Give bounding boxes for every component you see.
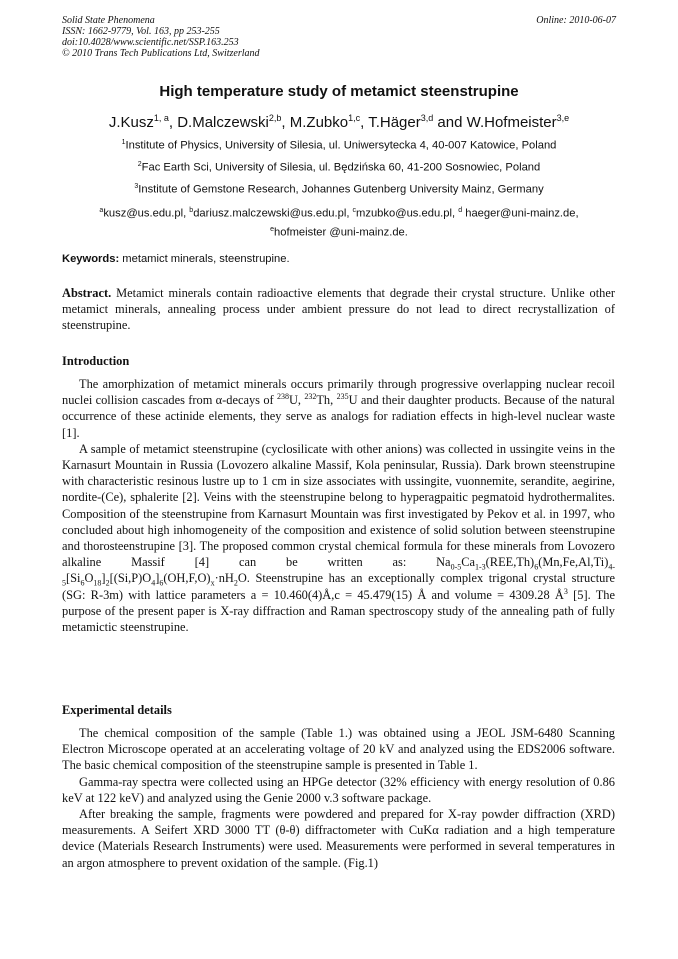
keywords-text: metamict minerals, steenstrupine. [119,253,290,265]
author-affil-mark: 1, a [153,113,169,123]
journal-header [62,15,260,59]
author-affil-mark: 3,e [556,113,570,123]
author-affil-mark: 2,b [268,113,282,123]
author-emails: $^a$kusz@us.edu.pl, $^b$dariusz.malczewski@us.edu.pl, $^c$mzubko@us.edu.pl, $^d$ haeger@uni-mainz.de, $^e$hofmeister @uni-mainz.de. [99,207,579,239]
introduction-body [62,376,615,635]
affiliation-1: $^1$Institute of Physics, University of Silesia, ul. Uniwersytecka 4, 40-007 Katowice, Poland [121,139,557,152]
journal-doi[interactable]: doi:10.4028/www.scientific.net/SSP.163.253 [62,37,239,48]
exp-paragraph-1: The chemical composition of the sample (Table 1.) was obtained using a JEOL JSM-6480 Scanning Electron Microscope operated at an accelerating voltage of 20 kV and analyzed using the EDS2006 software. The basic chemical composition of the steenstrupine sample is presented in Table 1. [62,726,615,773]
author-list: J.Kusz$^{1, a}$, D.Malczewski$^{2,b}$, M.Zubko$^{1,c}$, T.Häger$^{3,d}$ and W.Hofmeister$^{3,e}$ [108,113,570,131]
abstract-text: Metamict minerals contain radioactive elements that degrade their crystal structure. Unlike other metamict minerals, annealing process under ambient pressure do not lead to direct recrystallization of steenstrupine. [62,286,615,333]
keywords [62,253,290,265]
author-affil-mark: 3,d [420,113,434,123]
paper-title: High temperature study of metamict steenstrupine [159,83,519,100]
author-name: J.Kusz [108,114,154,131]
exp-paragraph-2: Gamma-ray spectra were collected using an HPGe detector (32% efficiency with energy resolution of 0.86 keV at 122 keV) and analyzed using the Genie 2000 v.3 software package. [62,774,615,805]
journal-issn: ISSN: 1662-9779, Vol. 163, pp 253-255 [62,26,220,37]
journal-name: Solid State Phenomena [62,15,155,26]
online-date: Online: 2010-06-07 [536,15,616,26]
author-name: D.Malczewski [177,114,269,131]
experimental-body [62,725,615,871]
email-link[interactable]: mzubko@us.edu.pl, [356,207,459,220]
email-link[interactable]: hofmeister @uni-mainz.de. [274,226,408,239]
author-name: M.Zubko [289,114,349,131]
journal-copyright: © 2010 Trans Tech Publications Ltd, Switzerland [62,48,260,59]
author-name: T.Häger [368,114,421,131]
affiliation-3: $^3$Institute of Gemstone Research, Johannes Gutenberg University Mainz, Germany [134,183,544,196]
abstract-label: Abstract. [62,286,112,300]
section-heading-experimental: Experimental details [62,703,172,717]
abstract [62,285,615,334]
exp-paragraph-3: After breaking the sample, fragments were powdered and prepared for X-ray powder diffraction (XRD) measurements. A Seifert XRD 3000 TT (θ-θ) diffractometer with CuKα radiation and a high temperature device (Materials Research Instruments) were used. Measurements were performed in several temperatures in an argon atmosphere to prevent oxidation of the sample. (Fig.1) [62,807,615,870]
email-link[interactable]: haeger@uni-mainz.de, [462,207,579,220]
section-heading-introduction: Introduction [62,354,130,368]
author-affil-mark: 1,c [348,113,361,123]
intro-paragraph-1: The amorphization of metamict minerals occurs primarily through progressive overlapping nuclear recoil nuclei collision cascades from α-decays of $^{238}$U, $^{232}$Th, $^{235}$U and their daughter products. Because of the natural occurrence of these actinide elements, they serve as analogs for radiation effects in high-level nuclear waste [1]. [62,377,615,440]
author-name: W.Hofmeister [466,114,557,131]
email-link[interactable]: kusz@us.edu.pl, [103,207,190,220]
email-link[interactable]: dariusz.malczewski@us.edu.pl, [193,207,353,220]
intro-paragraph-2: A sample of metamict steenstrupine (cyclosilicate with other anions) was collected in ussingite veins in the Karnasurt Mountain in Russia (Lovozero alkaline Massif, Kola peninsular, Russia). Dark brown steenstrupine with characteristic resinous lustre up to 1 cm in size associates with ussingite, vuonnemite, serandite, aegirine, nordite-(Ce), sphalerite [2]. Veins with the steenstrupine belong to hyperagpaitic pegmatoid hydrothermalites. Composition of the steenstrupine from Karnasurt Mountain was first investigated by Pekov et al. in 1997, who concluded about high inhomogeneity of the composition and existence of solid solution between steenstrupine and thorosteenstrupine [3]. The proposed common crystal chemical formula for these minerals from Lovozero alkaline Massif [4] can be written as: $Na_{0-5}Ca_{1-3}(REE,Th)_6(Mn,Fe,Al,Ti)_{4-5}[Si_6O_{18}]_2[(Si,P)O_4]_6(OH,F,O)_x\cdot nH_2O$. Steenstrupine has an exceptionally complex trigonal crystal structure (SG: R-3m) with lattice parameters a = 10.460(4)Å,c = 45.479(15) Å and volume = 4309.28 $Å^3$ [5]. The purpose of the present paper is X-ray diffraction and Raman spectroscopy study of the annealing path of fully metamictic steenstrupine. [62,441,615,635]
keywords-label: Keywords: [62,253,120,265]
affiliation-2: $^2$Fac Earth Sci, University of Silesia, ul. Będzińska 60, 41-200 Sosnowiec, Poland [137,161,541,174]
